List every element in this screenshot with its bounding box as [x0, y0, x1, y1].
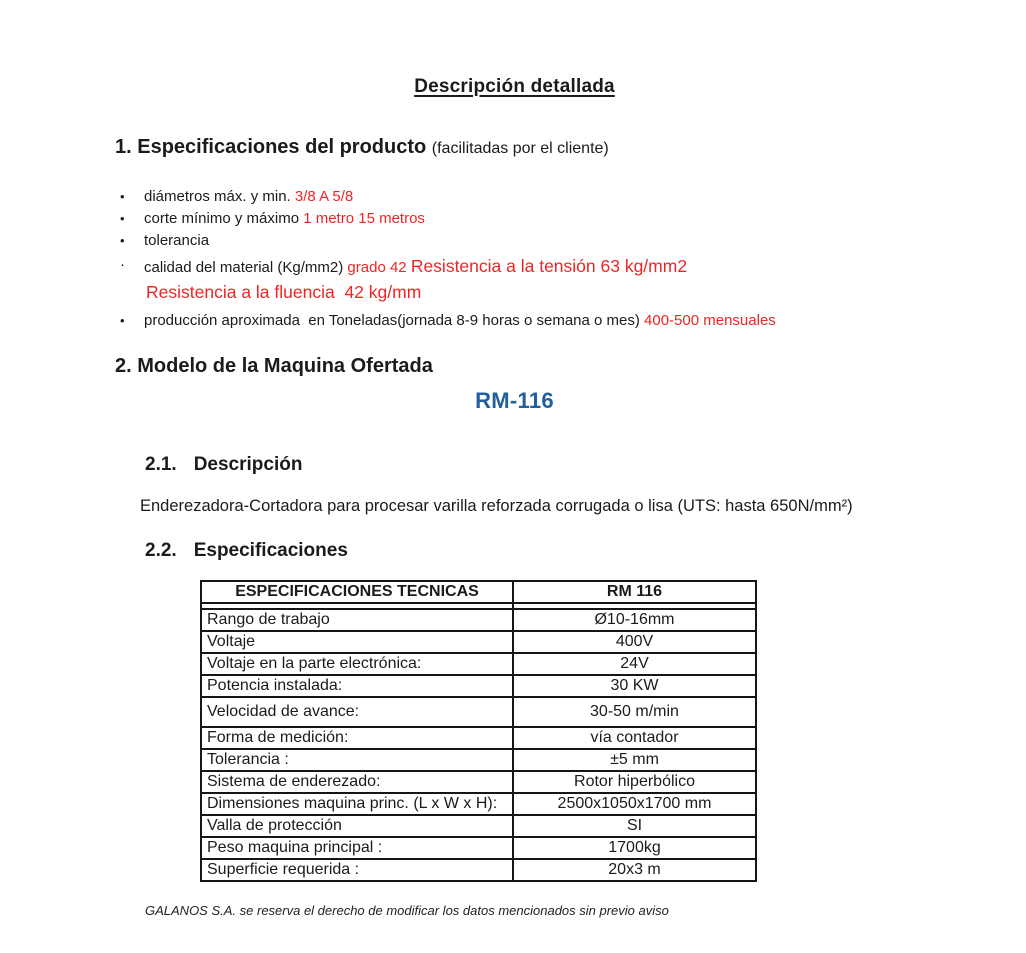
bullet-calidad — [115, 256, 914, 278]
bullet-icon: • — [120, 313, 125, 328]
spec-label-cell: Peso maquina principal : — [202, 838, 514, 858]
spec-value-cell: ±5 mm — [610, 751, 659, 768]
spec-value-cell: SI — [626, 817, 643, 834]
spec-table-header-label: ESPECIFICACIONES TECNICAS — [202, 582, 514, 602]
table-row — [202, 676, 755, 698]
document-title: Descripción detallada — [414, 76, 615, 97]
spec-value-cell: 2500x1050x1700 mm — [557, 795, 712, 812]
spec-table-header-row — [202, 582, 755, 604]
spec-label-cell: Tolerancia : — [202, 750, 514, 770]
bullet-calidad-text — [144, 256, 687, 278]
bullet-calidad-fluencia: Resistencia a la fluencia 42 kg/mm — [146, 282, 422, 302]
section1-bullet-list — [115, 186, 914, 331]
spec-label-cell: Rango de trabajo — [202, 610, 514, 630]
bullet-produccion-value: 400-500 mensuales — [644, 312, 776, 329]
spec-label-cell: Forma de medición: — [202, 728, 514, 748]
spec-value-cell: 20x3 m — [608, 861, 661, 878]
spec-label-cell: Potencia instalada: — [202, 676, 514, 696]
section1-heading — [115, 134, 914, 162]
section2-1-heading — [145, 452, 914, 478]
spec-value-cell: Rotor hiperbólico — [574, 773, 695, 790]
table-row — [202, 772, 755, 794]
section2-title: Modelo de la Maquina Ofertada — [137, 355, 433, 377]
bullet-calidad-tension: Resistencia a la tensión 63 kg/mm2 — [410, 256, 688, 276]
model-name: RM-116 — [475, 388, 554, 413]
spec-value-cell: 30-50 m/min — [590, 703, 679, 720]
table-row — [202, 610, 755, 632]
section1-title: Especificaciones del producto — [137, 136, 427, 158]
spec-label-cell: Voltaje — [202, 632, 514, 652]
bullet-corte-text — [144, 208, 425, 229]
table-row — [202, 816, 755, 838]
small-dot-icon: · — [120, 256, 125, 273]
description-paragraph: Enderezadora-Cortadora para procesar varilla reforzada corrugada o lisa (UTS: hasta 650N/mm²) — [140, 497, 853, 515]
spec-value-cell: 1700kg — [608, 839, 661, 856]
table-row — [202, 698, 755, 728]
bullet-calidad-label: calidad del material (Kg/mm2) — [144, 259, 348, 276]
spec-label-cell: Sistema de enderezado: — [202, 772, 514, 792]
section2-number: 2. — [115, 355, 132, 377]
bullet-tolerancia-label: tolerancia — [144, 232, 210, 249]
bullet-produccion-text — [144, 310, 776, 331]
table-row — [202, 838, 755, 860]
table-row — [202, 654, 755, 676]
bullet-diametros-text — [144, 186, 353, 207]
table-row — [202, 750, 755, 772]
section2-2-title: Especificaciones — [193, 540, 348, 561]
bullet-produccion — [115, 310, 914, 331]
bullet-icon: • — [120, 211, 125, 226]
bullet-calidad-fluencia-line — [115, 279, 914, 307]
spec-label-cell: Valla de protección — [202, 816, 514, 836]
table-row — [202, 632, 755, 654]
bullet-produccion-label: producción aproximada en Toneladas(jornada 8-9 horas o semana o mes) — [144, 312, 645, 329]
bullet-tolerancia — [115, 230, 914, 251]
bullet-corte — [115, 208, 914, 229]
bullet-corte-value: 1 metro 15 metros — [303, 210, 425, 227]
spec-table-header-value: RM 116 — [606, 583, 663, 600]
spec-label-cell: Voltaje en la parte electrónica: — [202, 654, 514, 674]
bullet-diametros-label: diámetros máx. y min. — [144, 188, 295, 205]
bullet-diametros-value: 3/8 A 5/8 — [294, 188, 354, 205]
section2-2-number: 2.2. — [145, 540, 177, 561]
spec-value-cell: 24V — [620, 655, 649, 672]
spec-value-cell: 400V — [615, 633, 654, 650]
bullet-icon: • — [120, 233, 125, 248]
section1-number: 1. — [115, 136, 132, 158]
bullet-calidad-grade: grado 42 — [347, 259, 411, 276]
bullet-calidad-block — [115, 256, 914, 307]
spec-value-cell: vía contador — [590, 729, 679, 746]
table-row — [202, 794, 755, 816]
section2-1-number: 2.1. — [145, 454, 177, 475]
spec-value-cell: Ø10-16mm — [594, 611, 675, 628]
spec-label-cell: Velocidad de avance: — [202, 698, 514, 726]
table-row — [202, 728, 755, 750]
section2-heading — [115, 353, 914, 379]
spec-value-cell: 30 KW — [610, 677, 659, 694]
spec-label-cell: Dimensiones maquina princ. (L x W x H): — [202, 794, 514, 814]
document-title-row — [115, 62, 914, 98]
spec-label-cell: Superficie requerida : — [202, 860, 514, 880]
spec-table — [200, 580, 757, 882]
bullet-diametros — [115, 186, 914, 207]
section2-2-heading — [145, 538, 914, 564]
section1-title-note: (facilitadas por el cliente) — [431, 140, 609, 157]
bullet-icon: • — [120, 189, 125, 204]
footer-disclaimer: GALANOS S.A. se reserva el derecho de modificar los datos mencionados sin previo aviso — [145, 903, 669, 918]
table-row — [202, 860, 755, 880]
bullet-corte-label: corte mínimo y máximo — [144, 210, 304, 227]
section2-1-title: Descripción — [193, 454, 303, 475]
